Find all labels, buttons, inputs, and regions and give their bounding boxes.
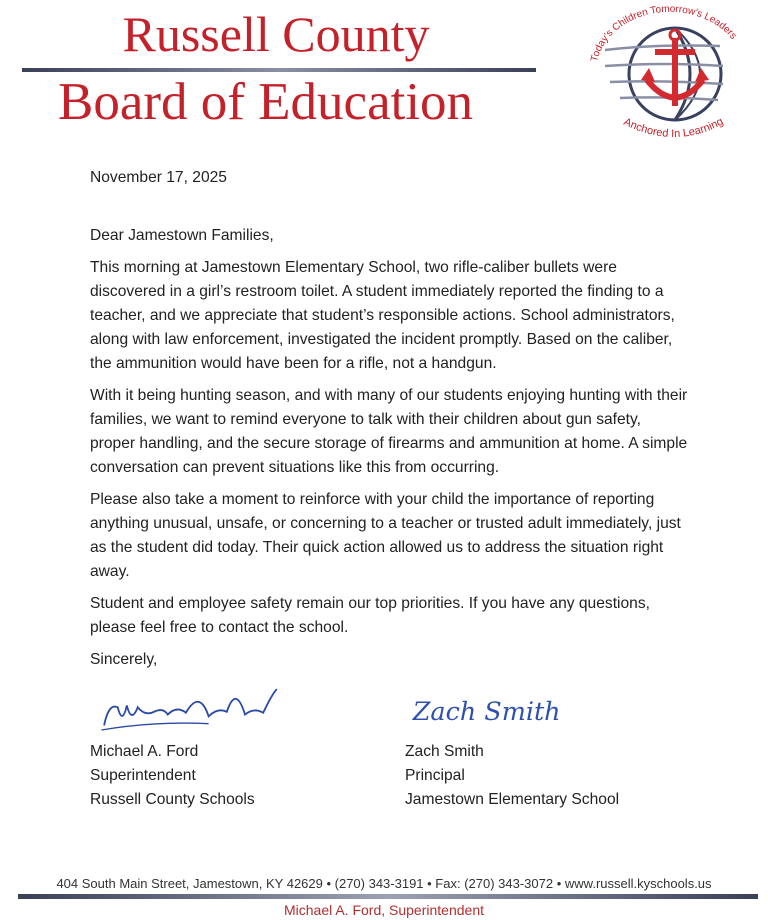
signatory-title: Principal — [405, 767, 465, 784]
signatory-name: Zach Smith — [405, 743, 484, 760]
signature-zach-smith — [405, 680, 575, 740]
letter-date: November 17, 2025 — [90, 169, 227, 186]
paragraph: This morning at Jamestown Elementary School, two rifle-caliber bullets were discovered in a girl’s restroom toilet. A student immediately reported the finding to a teacher, and we appreciate that student’s responsible actions. School administrators, along with law enforcement, investigated the incident promptly. Based on the caliber, the ammunition would have been for a rifle, not a handgun. — [90, 259, 675, 372]
footer-superintendent: Michael A. Ford, Superintendent — [283, 902, 484, 918]
signatory-title: Superintendent — [90, 767, 196, 784]
paragraph: With it being hunting season, and with many of our students enjoying hunting with their families, we want to remind everyone to talk with their children about gun safety, proper handling, and the secure storage of firearms and ammunition at home. A simple conversation can prevent situations like this from occurring. — [90, 387, 688, 476]
footer-address: 404 South Main Street, Jamestown, KY 42629 • (270) 343-3191 • Fax: (270) 343-3072 • www.russell.kyschools.us — [56, 876, 712, 891]
signatory-org: Jamestown Elementary School — [405, 791, 620, 808]
salutation: Dear Jamestown Families, — [90, 227, 274, 244]
school-logo — [575, 0, 765, 150]
signatory-org: Russell County Schools — [90, 791, 255, 808]
closing: Sincerely, — [90, 651, 158, 668]
footer-divider — [18, 894, 758, 899]
letter-body — [90, 166, 690, 820]
signature-block — [90, 680, 690, 820]
paragraph: Please also take a moment to reinforce with your child the importance of reporting anything unusual, unsafe, or concerning to a teacher or trusted adult immediately, just as the student did today. Their quick action allowed us to address the situation right away. — [90, 491, 681, 580]
signatory-superintendent — [90, 680, 300, 812]
svg-text:Anchored In Learning: Anchored In Learning — [621, 115, 726, 141]
paragraph: Student and employee safety remain our top priorities. If you have any questions, please feel free to contact the school. — [90, 595, 650, 636]
letterhead-title-line2: Board of Education — [58, 73, 474, 131]
signatory-name: Michael A. Ford — [90, 743, 199, 760]
svg-text:Zach Smith: Zach Smith — [412, 697, 561, 727]
letterhead-title-line1: Russell County — [122, 6, 430, 62]
signature-michael-ford — [90, 680, 300, 740]
svg-text:Today's Children Tomorrow's Le: Today's Children Tomorrow's Leaders — [589, 3, 739, 63]
signatory-principal — [405, 680, 619, 812]
